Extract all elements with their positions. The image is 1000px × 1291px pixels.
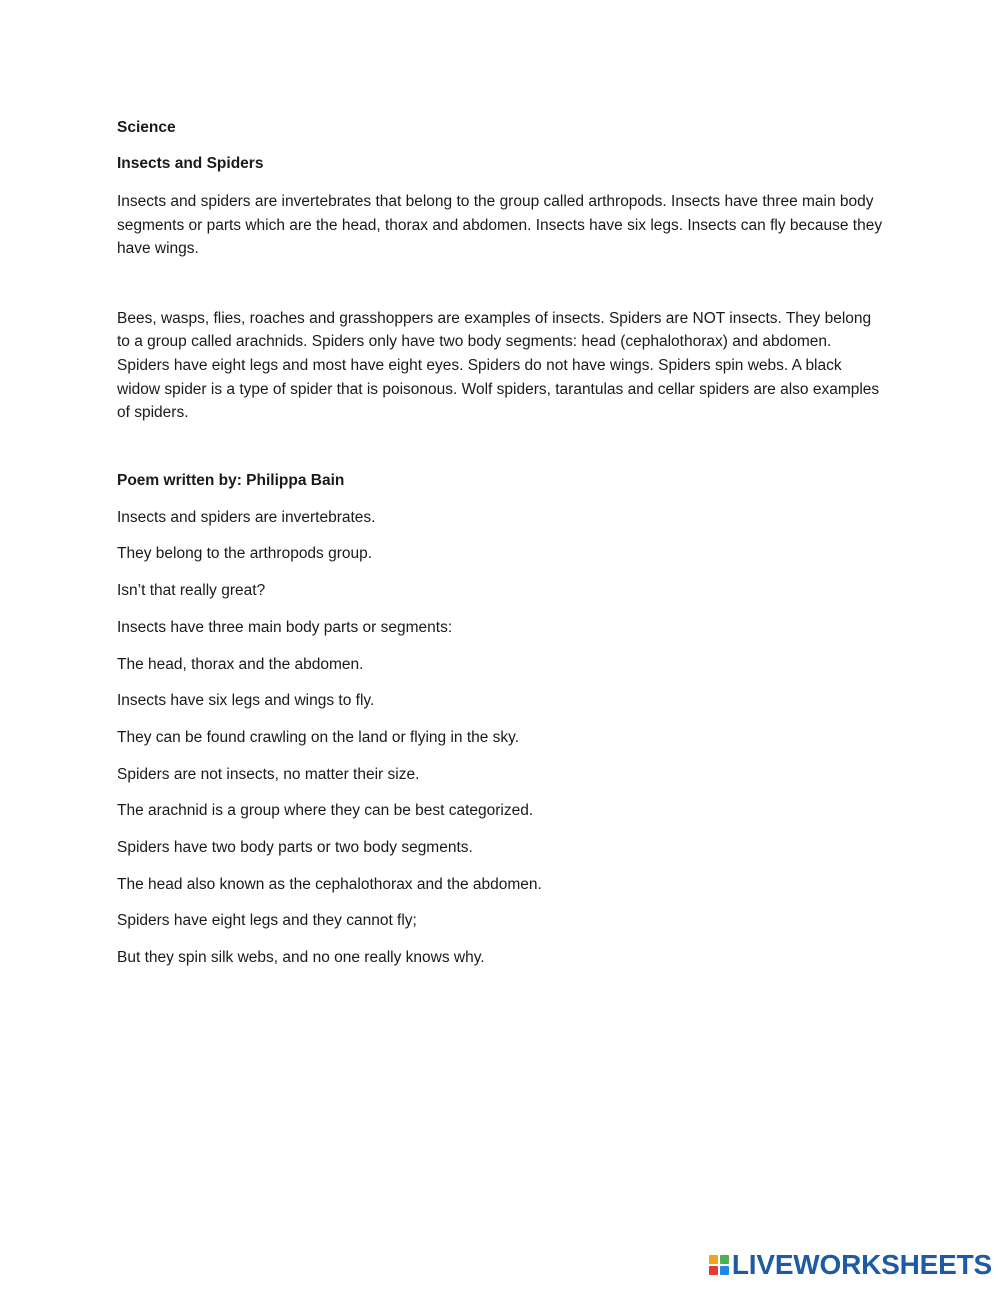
logo-block	[709, 1255, 718, 1264]
paragraph: Insects and spiders are invertebrates that belong to the group called arthropods. Insects have three main body segments or parts which are the head, thorax and abdomen. Insects have six legs. Insects can fly because they have wings.	[117, 193, 883, 258]
worksheet-title: Insects and Spiders	[117, 155, 264, 172]
poem	[117, 508, 887, 968]
poem-line: Insects have three main body parts or segments:	[117, 618, 453, 636]
logo-text: LIVEWORKSHEETS	[731, 1249, 992, 1280]
poem-line: Spiders have eight legs and they cannot fly;	[117, 912, 417, 930]
poem-line: Spiders have two body parts or two body segments.	[117, 838, 473, 856]
poem-line: They can be found crawling on the land or flying in the sky.	[117, 728, 520, 746]
poem-line: Insects have six legs and wings to fly.	[117, 692, 375, 710]
worksheet-content	[117, 118, 887, 985]
logo-block	[709, 1266, 718, 1275]
logo-blocks-icon	[709, 1255, 729, 1275]
logo-block	[720, 1255, 729, 1264]
poem-line: Spiders are not insects, no matter their size.	[117, 765, 420, 783]
poem-line: Insects and spiders are invertebrates.	[117, 508, 376, 526]
poem-line: Isn’t that really great?	[117, 582, 266, 600]
poem-line: The arachnid is a group where they can be best categorized.	[117, 802, 534, 820]
logo-block	[720, 1266, 729, 1275]
poem-line: The head, thorax and the abdomen.	[117, 655, 364, 673]
poem-heading: Poem written by: Philippa Bain	[117, 471, 345, 489]
poem-line: They belong to the arthropods group.	[117, 545, 373, 563]
poem-line: But they spin silk webs, and no one really knows why.	[117, 949, 485, 966]
paragraph: Bees, wasps, flies, roaches and grasshoppers are examples of insects. Spiders are NOT insects. They belong to a group called arachnids. Spiders only have two body segments: head (cephalothorax) and abdomen. Spiders have eight legs and most have eight eyes. Spiders do not have wings. Spiders spin webs. A black widow spider is a type of spider that is poisonous. Wolf spiders, tarantulas and cellar spiders are also examples of spiders.	[117, 309, 880, 422]
liveworksheets-logo	[709, 1245, 992, 1285]
poem-line: The head also known as the cephalothorax and the abdomen.	[117, 875, 542, 893]
subject-label: Science	[117, 119, 176, 136]
